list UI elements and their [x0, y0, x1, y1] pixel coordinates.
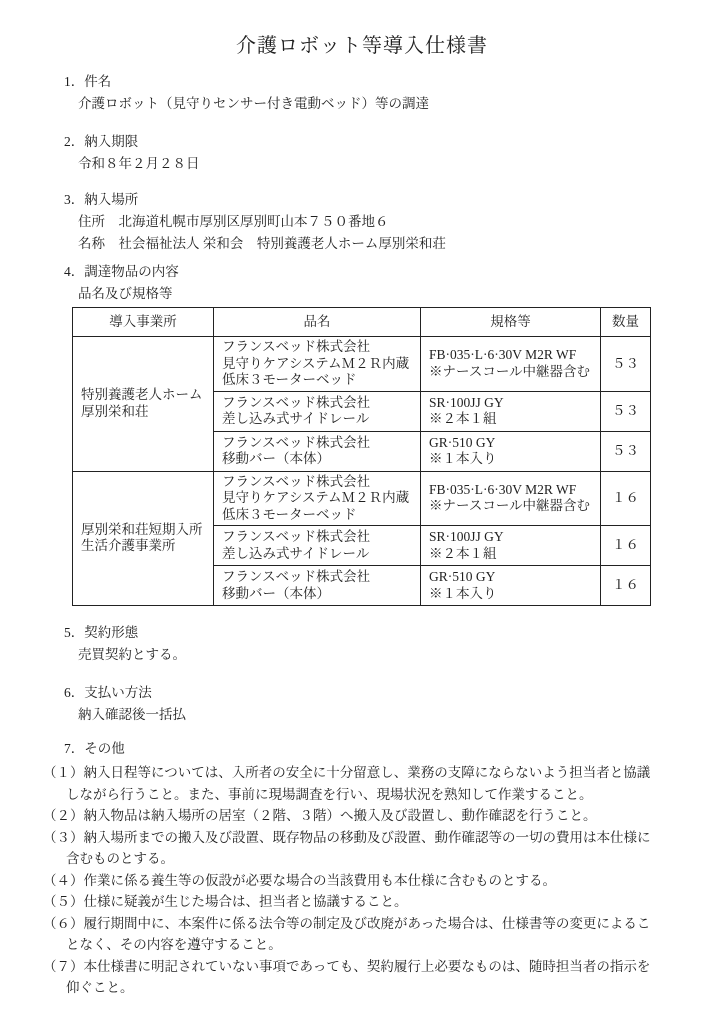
- header-quantity: 数量: [601, 308, 651, 337]
- item-number: （３）: [43, 829, 84, 845]
- list-item: [43, 870, 661, 892]
- section-body: 納入確認後一括払: [78, 707, 186, 722]
- list-item: [43, 956, 661, 999]
- item-text: 仕様に疑義が生じた場合は、担当者と協議すること。: [83, 894, 408, 909]
- product-name-cell: フランスベッド株式会社 移動バー（本体）: [214, 431, 421, 471]
- quantity-cell: ５３: [601, 391, 651, 431]
- section-procured-goods: [0, 261, 724, 305]
- address-line: 住所 北海道札幌市厚別区厚別町山本７５０番地６: [78, 214, 389, 229]
- list-item: [43, 805, 661, 827]
- table-header-row: [73, 308, 651, 337]
- section-body: 売買契約とする。: [78, 647, 186, 662]
- section-others: [0, 738, 724, 999]
- header-site: 導入事業所: [73, 308, 214, 337]
- section-delivery-deadline: [0, 131, 724, 175]
- item-text: 作業に係る養生等の仮設が必要な場合の当該費用も本仕様に含むものとする。: [83, 872, 556, 888]
- table-row: [73, 337, 651, 392]
- quantity-cell: １６: [601, 471, 651, 526]
- section-body: 令和８年２月２８日: [78, 156, 200, 171]
- section-delivery-place: [0, 189, 724, 255]
- section-heading: 3．納入場所: [64, 192, 139, 207]
- header-product: 品名: [214, 308, 421, 337]
- section-heading: 2．納入期限: [64, 134, 139, 149]
- spec-cell: FB·035·L·6·30V M2R WF ※ナースコール中継器含む: [421, 471, 601, 526]
- section-heading: 4．調達物品の内容: [64, 264, 179, 279]
- item-text: 納入日程等については、入所者の安全に十分留意し、業務の支障にならないよう担当者と協議しながら行うこと。また、事前に現場調査を行い、現場状況を熟知して作業すること。: [66, 765, 651, 802]
- section-heading: 1．件名: [64, 74, 112, 89]
- item-text: 本仕様書に明記されていない事項であっても、契約履行上必要なものは、随時担当者の指示を仰ぐこと。: [66, 958, 651, 995]
- site-line: 生活介護事業所: [81, 538, 176, 554]
- section-heading: 5．契約形態: [64, 625, 139, 640]
- site-line: 厚別栄和荘短期入所: [81, 521, 203, 537]
- site-cell: [73, 471, 214, 606]
- document-title: 介護ロボット等導入仕様書: [236, 35, 488, 57]
- table-sublabel: 品名及び規格等: [78, 286, 173, 301]
- quantity-cell: １６: [601, 526, 651, 566]
- site-cell: [73, 337, 214, 472]
- spec-cell: SR·100JJ GY ※２本１組: [421, 526, 601, 566]
- site-line: 特別養護老人ホーム: [81, 387, 203, 403]
- list-item: [43, 762, 661, 805]
- header-spec: 規格等: [421, 308, 601, 337]
- list-item: [43, 913, 661, 956]
- spec-cell: GR·510 GY ※１本入り: [421, 431, 601, 471]
- product-name-cell: フランスベッド株式会社 見守りケアシステムＭ２Ｒ内蔵 低床３モーターベッド: [214, 471, 421, 526]
- table-row: [73, 471, 651, 526]
- item-number: （２）: [43, 808, 84, 823]
- item-number: （１）: [43, 765, 84, 780]
- item-number: （７）: [43, 958, 84, 974]
- other-items-list: [43, 762, 661, 999]
- item-number: （５）: [43, 894, 84, 909]
- quantity-cell: ５３: [601, 431, 651, 471]
- site-line: 厚別栄和荘: [81, 403, 149, 419]
- item-text: 履行期間中に、本案件に係る法令等の制定及び改廃があった場合は、仕様書等の変更によることなく、その内容を遵守すること。: [66, 915, 651, 952]
- item-text: 納入場所までの搬入及び設置、既存物品の移動及び設置、動作確認等の一切の費用は本仕様に含むものとする。: [66, 829, 651, 866]
- spec-cell: GR·510 GY ※１本入り: [421, 566, 601, 606]
- section-heading: 7．その他: [64, 741, 125, 756]
- product-name-cell: フランスベッド株式会社 差し込み式サイドレール: [214, 526, 421, 566]
- product-name-cell: フランスベッド株式会社 差し込み式サイドレール: [214, 391, 421, 431]
- section-body: 介護ロボット（見守りセンサー付き電動ベッド）等の調達: [78, 96, 429, 111]
- section-heading: 6．支払い方法: [64, 685, 152, 700]
- list-item: [43, 891, 661, 913]
- spec-cell: FB·035·L·6·30V M2R WF ※ナースコール中継器含む: [421, 337, 601, 392]
- quantity-cell: ５３: [601, 337, 651, 392]
- procurement-table: [72, 307, 651, 606]
- list-item: [43, 827, 661, 870]
- section-payment-method: [0, 682, 724, 726]
- quantity-cell: １６: [601, 566, 651, 606]
- product-name-cell: フランスベッド株式会社 移動バー（本体）: [214, 566, 421, 606]
- facility-name-line: 名称 社会福祉法人 栄和会 特別養護老人ホーム厚別栄和荘: [78, 236, 446, 251]
- section-subject: [0, 71, 724, 115]
- item-text: 納入物品は納入場所の居室（２階、３階）へ搬入及び設置し、動作確認を行うこと。: [83, 808, 597, 823]
- spec-cell: SR·100JJ GY ※２本１組: [421, 391, 601, 431]
- item-number: （４）: [43, 872, 84, 888]
- item-number: （６）: [43, 915, 84, 931]
- section-contract-form: [0, 622, 724, 666]
- product-name-cell: フランスベッド株式会社 見守りケアシステムＭ２Ｒ内蔵 低床３モーターベッド: [214, 337, 421, 392]
